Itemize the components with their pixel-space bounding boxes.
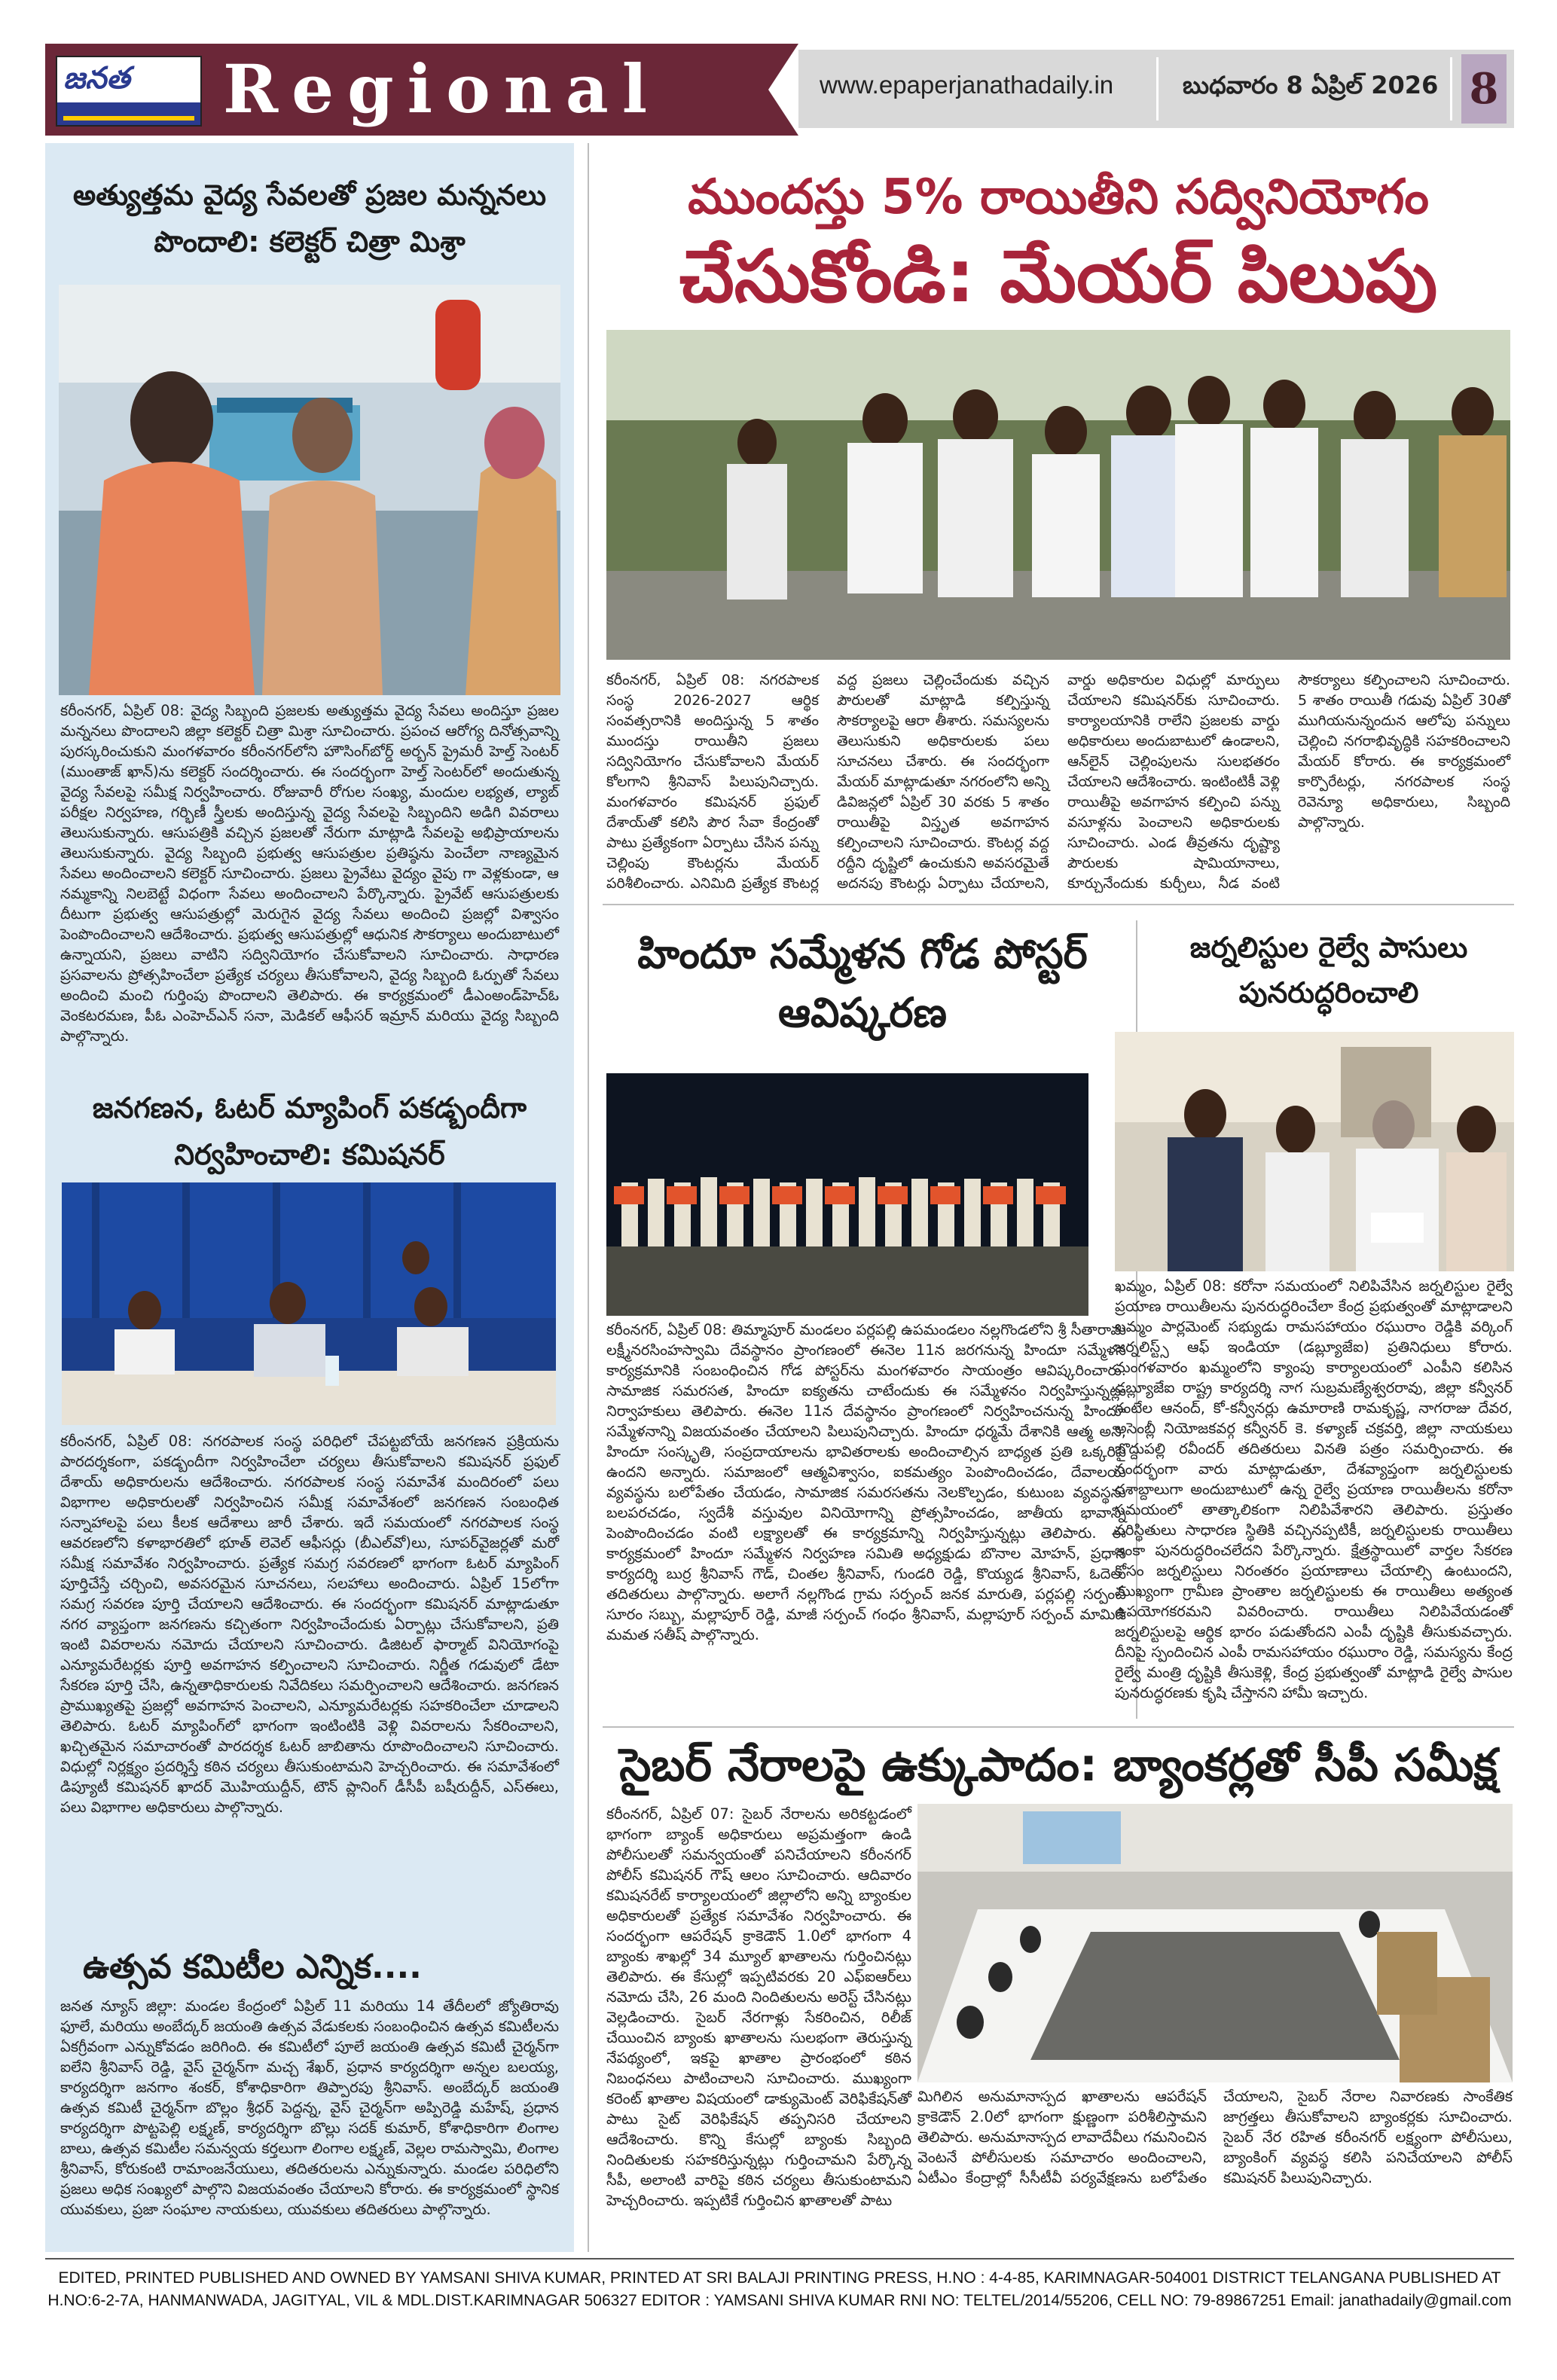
mayor-body: కరీంనగర్, ఏప్రిల్ 08: నగరపాలక సంస్థ 2026-2027 ఆర్థిక సంవత్సరానికి అందిస్తున్న 5 శాతం ముందస్తు రాయితీని ప్రజలు సద్వినియోగం చేసుకోవాలని మేయర్ కోలగాని శ్రీనివాస్ పిలుపునిచ్చారు. మంగళవారం కమిషనర్ ప్రఫుల్ దేశాయ్‌తో కలిసి పౌర సేవా కేంద్రంతో పాటు ప్రత్యేకంగా ఏర్పాటు చేసిన పన్ను చెల్లింపు కౌంటర్లను మేయర్ పరిశీలించారు. ఎనిమిది ప్రత్యేక కౌంటర్ల వద్ద ప్రజలు చెల్లించేందుకు వచ్చిన పౌరులతో మాట్లాడి కల్పిస్తున్న సౌకర్యాలపై ఆరా తీశారు. సమస్యలను తెలుసుకుని అధికారులకు పలు సూచనలు చేశారు. ఈ సందర్భంగా మేయర్ మాట్లాడుతూ నగరంలోని అన్ని డివిజన్లలో ఏప్రిల్ 30 వరకు 5 శాతం రాయితీపై విస్తృత అవగాహన కల్పించాలని సూచించారు. కౌంటర్ల వద్ద రద్దీని దృష్టిలో ఉంచుకుని అవసరమైతే అదనపు కౌంటర్లు ఏర్పాటు చేయాలని, వార్డు అధికారుల విధుల్లో మార్పులు చేయాలని కమిషనర్‌కు సూచించారు. కార్యాలయానికి రాలేని ప్రజలకు వార్డు అధికారులు అందుబాటులో ఉండాలని, ఆన్‌లైన్ చెల్లింపులను సులభతరం చేయాలని ఆదేశించారు. ఇంటింటికీ వెళ్లి రాయితీపై అవగాహన కల్పించి పన్ను వసూళ్లను పెంచాలని అధికారులకు సూచించారు. ఎండ తీవ్రతను దృష్ట్యా పౌరులకు షామియానాలు, కూర్చునేందుకు కుర్చీలు, నీడ వంటి సౌకర్యాలు కల్పించాలని సూచించారు. 5 శాతం రాయితీ గడువు ఏప్రిల్ 30తో ముగియనున్నందున ఆలోపు పన్నులు చెల్లించి నగరాభివృద్ధికి సహకరించాలని మేయర్ కోరారు. ఈ కార్యక్రమంలో కార్పొరేటర్లు, నగరపాలక సంస్థ రెవెన్యూ అధికారులు, సిబ్బంది పాల్గొన్నారు. bbox=[606, 672, 1510, 892]
collector-body: కరీంనగర్, ఏప్రిల్ 08: వైద్య సిబ్బంది ప్రజలకు అత్యుత్తమ వైద్య సేవలు అందిస్తూ ప్రజల మన్ననలు పొందాలని జిల్లా కలెక్టర్ చిత్రా మిశ్రా సూచించారు. ప్రపంచ ఆరోగ్య దినోత్సవాన్ని పురస్కరించుకుని మంగళవారం కరీంనగర్‌లోని హౌసింగ్‌బోర్డ్ అర్బన్ ప్రైమరీ హెల్త్ సెంటర్ (ముంతాజ్ ఖాన్)ను కలెక్టర్ సందర్శించారు. ఈ సందర్భంగా హెల్త్ సెంటర్‌లో అందుతున్న వైద్య సేవలపై సమీక్ష నిర్వహించారు. రోజువారీ రోగుల సంఖ్య, మందుల లభ్యత, ల్యాబ్ పరీక్షల నిర్వహణ, గర్భిణీ స్త్రీలకు అందిస్తున్న వైద్య సేవలపై సిబ్బందిని అడిగి వివరాలు తెలుసుకున్నారు. ఆసుపత్రికి వచ్చిన ప్రజలతో నేరుగా మాట్లాడి సేవలపై అభిప్రాయాలను తెలుసుకున్నారు. వైద్య సిబ్బంది ప్రభుత్వ ఆసుపత్రుల ప్రతిష్ఠను పెంచేలా నాణ్యమైన సేవలు అందించాలని కలెక్టర్ సూచించారు. ప్రజలు ప్రైవేటు వైద్యం వైపు గా వెళ్లకుండా, ఆ నమ్మకాన్ని నిలబెట్టే విధంగా సేవలు అందించాలని పేర్కొన్నారు. ప్రైవేట్ ఆసుపత్రులకు దీటుగా ప్రభుత్వ ఆసుపత్రుల్లో మెరుగైన వైద్య సేవలు అందించి ప్రజల్లో విశ్వాసం పెంపొందించాలని ఆదేశించారు. ప్రభుత్వ ఆసుపత్రుల్లో ఆధునిక సౌకర్యాలు అందుబాటులో ఉన్నాయని, ప్రజలు వాటిని సద్వినియోగం చేసుకోవాలని సూచించారు. సాధారణ ప్రసవాలను ప్రోత్సహించేలా ప్రత్యేక చర్యలు తీసుకోవాలని, వైద్య సిబ్బంది ఓర్పుతో సేవలు అందించి మంచి గుర్తింపు పొందాలని తెలిపారు. ఈ కార్యక్రమంలో డీఎంఅండ్‌హెచ్ఓ వెంకటరమణ, పీఓ ఎంహెచ్ఎన్ సనా, మెడికల్ ఆఫీసర్ ఇమ్రాన్ మరియు వైద్య సిబ్బంది పాల్గొన్నారు. bbox=[60, 702, 559, 1045]
cyber-headline: సైబర్ నేరాలపై ఉక్కుపాదం: బ్యాంకర్లతో సీపీ సమీక్ష bbox=[619, 1739, 1497, 1792]
imprint-footer bbox=[45, 2267, 1514, 2335]
hindu-headline: హిందూ సమ్మేళన గోడ పోస్టర్ ఆవిష్కరణ bbox=[637, 930, 1088, 1036]
collector-headline: అత్యుత్తమ వైద్య సేవలతో ప్రజల మన్ననలు పొందాలి: కలెక్టర్ చిత్రా మిశ్రా bbox=[72, 178, 547, 258]
festival-headline: ఉత్సవ కమిటీల ఎన్నిక.... bbox=[83, 1948, 422, 1986]
hindu-photo bbox=[606, 1073, 1088, 1316]
divider bbox=[603, 904, 1514, 905]
census-photo bbox=[62, 1182, 556, 1425]
newspaper-logo bbox=[56, 56, 202, 127]
imprint-line-1: EDITED, PRINTED PUBLISHED AND OWNED BY YAMSANI SHIVA KUMAR, PRINTED AT SRI BALAJI PRINTING PRESS, H.NO : 4-4-85, KARIMNAGAR-504001 DISTRICT TELANGANA PUBLISHED AT bbox=[58, 2269, 1501, 2287]
mayor-photo bbox=[606, 330, 1510, 660]
journalists-photo bbox=[1115, 1032, 1514, 1271]
divider bbox=[603, 1726, 1514, 1728]
masthead-info-bar bbox=[798, 50, 1514, 128]
mayor-headline-line2: చేసుకోండి: మేయర్ పిలుపు bbox=[679, 234, 1438, 319]
issue-date: బుధవారం 8 ఏప్రిల్ 2026 bbox=[1183, 71, 1439, 99]
festival-body: జనత న్యూస్ జిల్లా: మండల కేంద్రంలో ఏప్రిల్ 11 మరియు 14 తేదీలలో జ్యోతిరావు ఫూలే, మరియు అంబేద్కర్ జయంతి ఉత్సవ వేడుకలకు సంబంధించిన ఉత్సవ కమిటీలను ఏకగ్రీవంగా ఎన్నుకోవడం జరిగింది. ఈ కమిటీలో పూలే జయంతి ఉత్సవ కమిటీ చైర్మన్‌గా ఐలేని శ్రీనివాస్ రెడ్డి, వైస్ చైర్మన్‌గా మచ్చ శేఖర్, ప్రధాన కార్యదర్శిగా అన్నల బలయ్య, కార్యదర్శిగా జనగాం శంకర్, కోశాధికారిగా తిప్పారపు శ్రీనివాస్. అంబేద్కర్ జయంతి ఉత్సవ కమిటీ చైర్మన్‌గా బొల్లం శ్రీధర్ పెద్దన్న, వైస్ చైర్మన్‌గా అప్పిరెడ్డి మహేష్, ప్రధాన కార్యదర్శిగా పొట్టపెల్లి లక్ష్మణ్, కార్యదర్శిగా బొల్లు సదక్ కుమార్, కోశాధికారిగా లింగాల బాలు, ఉత్సవ కమిటీల సమన్వయ కర్తలుగా లింగాల లక్ష్మణ్, వెల్లల రామస్వామి, లింగాల శ్రీనివాస్, కోరుకంటి రామాంజనేయులు, తదితరులను ఎన్నుకున్నారు. మండల పరిధిలోని ప్రజలు అధిక సంఖ్యలో పాల్గొని విజయవంతం చేయాలని కోరారు. ఈ కార్యక్రమంలో స్థానిక యువకులు, ప్రజా సంఘాల నాయకులు, యువకులు తదితరులు పాల్గొన్నారు. bbox=[60, 1997, 559, 2218]
column-divider bbox=[588, 143, 589, 2252]
cyber-body-side: కరీంనగర్, ఏప్రిల్ 07: సైబర్ నేరాలను అరికట్టడంలో భాగంగా బ్యాంక్ అధికారులు అప్రమత్తంగా ఉండి పోలీసులతో సమన్వయంతో పనిచేయాలని కరీంనగర్ పోలీస్ కమిషనర్ గౌష్ ఆలం సూచించారు. ఆదివారం కమిషనరేట్ కార్యాలయంలో జిల్లాలోని అన్ని బ్యాంకుల అధికారులతో ప్రత్యేక సమావేశం నిర్వహించారు. ఈ సందర్భంగా ఆపరేషన్ క్రాకెడౌన్ 1.0లో భాగంగా 4 బ్యాంకు శాఖల్లో 34 మ్యూల్ ఖాతాలను గుర్తించినట్లు తెలిపారు. ఈ కేసుల్లో ఇప్పటివరకు 20 ఎఫ్ఐఆర్‌లు నమోదు చేసి, 26 మంది నిందితులను అరెస్ట్ చేసినట్లు వెల్లడించారు. సైబర్ నేరగాళ్లు సేకరించిన, రిలీజ్ చేయించిన బ్యాంకు ఖాతాలను సులభంగా తెరుస్తున్న నేపథ్యంలో, ఇకపై ఖాతాల ప్రారంభంలో కఠిన నిబంధనలు పాటించాలని సూచించారు. ముఖ్యంగా కరెంట్ ఖాతాల విషయంలో డాక్యుమెంట్ వెరిఫికేషన్‌తో పాటు సైట్ వెరిఫికేషన్ తప్పనిసరి చేయాలని ఆదేశించారు. కొన్ని కేసుల్లో బ్యాంకు సిబ్బంది నిందితులకు సహకరిస్తున్నట్లు గుర్తించామని పేర్కొన్న సీపీ, అలాంటి వారిపై కఠిన చర్యలు తీసుకుంటామని హెచ్చరించారు. ఇప్పటికే గుర్తించిన ఖాతాలతో పాటు bbox=[606, 1805, 911, 2209]
journalists-body: ఖమ్మం, ఏప్రిల్ 08: కరోనా సమయంలో నిలిపివేసిన జర్నలిస్టుల రైల్వే ప్రయాణ రాయితీలను పునరుద్ధరించేలా కేంద్ర ప్రభుత్వంతో మాట్లాడాలని ఖమ్మం పార్లమెంట్ సభ్యుడు రామసహాయం రఘురాం రెడ్డికి వర్కింగ్ జర్నలిస్ట్స్ ఆఫ్ ఇండియా (డబ్ల్యూజేఐ) ప్రతినిధులు కోరారు. మంగళవారం ఖమ్మంలోని క్యాంపు కార్యాలయంలో ఎంపీని కలిసిన డబ్ల్యూజేఐ రాష్ట్ర కార్యదర్శి నాగ సుబ్రమణ్యేశ్వరరావు, జిల్లా కన్వీనర్ గంటేల ఆనంద్, కో-కన్వీనర్లు ఉమారాణి రామకృష్ణ, నాగరాజు దేవర, అసెంబ్లీ నియోజకవర్గ కన్వీనర్ కె. కళ్యాణ్ చక్రవర్తి, జిల్లా నాయకులు బొద్దుపల్లి రవీందర్ తదితరులు వినతి పత్రం సమర్పించారు. ఈ సందర్భంగా వారు మాట్లాడుతూ, దేశవ్యాప్తంగా జర్నలిస్టులకు దశాబ్దాలుగా అందుబాటులో ఉన్న రైల్వే ప్రయాణ రాయితీలను కరోనా సమయంలో తాత్కాలికంగా నిలిపివేశారని తెలిపారు. ప్రస్తుతం పరిస్థితులు సాధారణ స్థితికి వచ్చినప్పటికీ, జర్నలిస్టులకు రాయితీలు ఇంకా పునరుద్ధరించలేదని పేర్కొన్నారు. క్షేత్రస్థాయిలో వార్తల సేకరణ కోసం జర్నలిస్టులు నిరంతరం ప్రయాణాలు చేయాల్సి ఉంటుందని, ముఖ్యంగా గ్రామీణ ప్రాంతాల జర్నలిస్టులకు ఈ రాయితీలు అత్యంత ఉపయోగకరమని వివరించారు. రాయితీలు నిలిపివేయడంతో జర్నలిస్టులపై ఆర్థిక భారం పడుతోందని ఎంపీ దృష్టికి తీసుకువచ్చారు. దీనిపై స్పందించిన ఎంపీ రామసహాయం రఘురాం రెడ్డి, సమస్యను కేంద్ర రైల్వే మంత్రి దృష్టికి తీసుకెళ్లి, కేంద్ర ప్రభుత్వంతో మాట్లాడి రైల్వే పాసుల పునరుద్ధరణకు కృషి చేస్తానని హామీ ఇచ్చారు. bbox=[1115, 1277, 1513, 1701]
mayor-headline-line1: ముందస్తు 5% రాయితీని సద్వినియోగం bbox=[688, 169, 1429, 225]
census-body: కరీంనగర్, ఏప్రిల్ 08: నగరపాలక సంస్థ పరిధిలో చేపట్టబోయే జనగణన ప్రక్రియను పారదర్శకంగా, పకడ్బందీగా నిర్వహించేలా చర్యలు తీసుకోవాలని కమిషనర్ ప్రఫుల్ దేశాయ్ అధికారులను ఆదేశించారు. నగరపాలక సంస్థ సమావేశ మందిరంలో పలు విభాగాల అధికారులతో నిర్వహించిన సమీక్ష సమావేశంలో జనగణన సంబంధిత సన్నాహాలపై పలు కీలక ఆదేశాలు జారీ చేశారు. ఇదే సమయంలో నగరపాలక సంస్థ ఆవరణలోని కళాభారతిలో భూత్ లెవెల్ ఆఫీసర్లు (బీఎల్‌వో)లు, సూపర్‌వైజర్లతో మరో సమీక్ష సమావేశం నిర్వహించారు. ప్రత్యేక సమగ్ర సవరణలో భాగంగా ఓటర్ మ్యాపింగ్ పూర్తిచేస్తే చర్చించి, అవసరమైన సూచనలు, సలహాలు అందించారు. ఏప్రిల్ 15లోగా సమగ్ర సవరణ పూర్తి చేయాలని ఆదేశించారు. ఈ సందర్భంగా కమిషనర్ మాట్లాడుతూ నగర వ్యాప్తంగా జనగణను కచ్చితంగా నిర్వహించేందుకు ఏర్పాట్లు చేసుకోవాలని, ప్రతి ఇంటి వివరాలను నమోదు చేయాలని సూచించారు. డిజిటల్ ఫార్మాట్ వినియోగంపై ఎన్యూమరేటర్లకు పూర్తి అవగాహన కల్పించాలని సూచించారు. నిర్ణీత గడువులో డేటా సేకరణ పూర్తి చేసి, ఉన్నతాధికారులకు నివేదికలు సమర్పించాలని ఆదేశించారు. జనగణన ప్రాముఖ్యతపై ప్రజల్లో అవగాహన పెంచాలని, ఎన్యూమరేటర్లకు సహకరించేలా చూడాలని తెలిపారు. ఓటర్ మ్యాపింగ్‌లో భాగంగా ఇంటింటికి వెళ్లి వివరాలను సేకరించాలని, ఖచ్చితమైన సమాచారంతో పారదర్శక ఓటర్ జాబితాను రూపొందించాలని సూచించారు. విధుల్లో నిర్లక్ష్యం ప్రదర్శిస్తే కఠిన చర్యలు తీసుకుంటామని హెచ్చరించారు. ఈ సమావేశంలో డిప్యూటీ కమిషనర్ ఖాదర్ మొహియుద్దీన్, టౌన్ ప్లానింగ్ డీసీపీ బషీరుద్దీన్, ఎస్ఈలు, పలు విభాగాల అధికారులు పాల్గొన్నారు. bbox=[60, 1433, 559, 1816]
hindu-body: కరీంనగర్, ఏప్రిల్ 08: తిమ్మాపూర్ మండలం పర్లపల్లి ఉపమండలం నల్లగొండలోని శ్రీ సీతారామ లక్ష్మీనరసింహస్వామి దేవస్థానం ప్రాంగణంలో ఈనెల 11న జరగనున్న హిందూ సమ్మేళన కార్యక్రమానికి సంబంధించిన గోడ పోస్టర్‌ను మంగళవారం సాయంత్రం ఆవిష్కరించారు. సామాజిక సమరసత, హిందూ ఐక్యతను చాటేందుకు ఈ సమ్మేళనం నిర్వహిస్తున్నట్లు నిర్వాహకులు తెలిపారు. ఈనెల 11న దేవస్థానం ప్రాంగణంలో నిర్వహించనున్న హిందూ సమ్మేళనాన్ని విజయవంతం చేయాలని పిలుపునిచ్చారు. హిందూ ధర్మమే దేశానికి ఆత్మ అని, హిందూ సంస్కృతి, సంప్రదాయాలను భావితరాలకు అందించాల్సిన బాధ్యత ప్రతి ఒక్కరిపై ఉందని అన్నారు. సమాజంలో ఆత్మవిశ్వాసం, ఐకమత్యం పెంపొందించడం, దేవాలయ వ్యవస్థను బలోపేతం చేయడం, సామాజిక సమరసతను నెలకొల్పడం, కుటుంబ వ్యవస్థను బలపరచడం, స్వదేశీ వస్తువుల వినియోగాన్ని ప్రోత్సహించడం, జాతీయ భావాన్ని పెంపొందించడం వంటి లక్ష్యాలతో ఈ కార్యక్రమాన్ని నిర్వహిస్తున్నట్లు తెలిపారు. ఈ కార్యక్రమంలో హిందూ సమ్మేళన నిర్వహణ సమితి అధ్యక్షుడు బొనాల మోహన్, ప్రధాన కార్యదర్శి బుర్ర శ్రీనివాస్ గౌడ్, చింతల శ్రీనివాస్, గుండరి రెడ్డి, కొయ్యడ శ్రీనివాస్, ఓదెలు తదితరులు పాల్గొన్నారు. అలాగే నల్లగొండ గ్రామ సర్పంచ్ జనక మారుతి, పర్లపల్లి సర్పంచ్ సూరం సబ్బు, మల్లాపూర్ రెడ్డి, మాజీ సర్పంచ్ గంధం శ్రీనివాస్, మల్లాపూర్ సర్పంచ్ మామిడి మమత సతీష్ పాల్గొన్నారు. bbox=[606, 1321, 1126, 1643]
census-headline: జనగణన, ఓటర్ మ్యాపింగ్ పకడ్బందీగా నిర్వహించాలి: కమిషనర్ bbox=[92, 1091, 527, 1171]
journalists-headline: జర్నలిస్టుల రైల్వే పాసులు పునరుద్ధరించాలి bbox=[1189, 931, 1468, 1009]
footer-rule bbox=[45, 2258, 1514, 2259]
website-url[interactable]: www.epaperjanathadaily.in bbox=[820, 71, 1114, 99]
collector-photo bbox=[59, 285, 560, 695]
logo-text: జనత bbox=[63, 60, 130, 96]
section-title: Regional bbox=[223, 50, 661, 128]
page-number: 8 bbox=[1461, 54, 1507, 124]
masthead-band bbox=[45, 44, 768, 136]
cyber-body-bottom: మిగిలిన అనుమానాస్పద ఖాతాలను ఆపరేషన్ క్రాకెడౌన్ 2.0లో భాగంగా క్షుణ్ణంగా పరిశీలిస్తామని తెలిపారు. అనుమానాస్పద లావాదేవీలు గమనించిన వెంటనే పోలీసులకు సమాచారం అందించాలని, ఏటీఎం కేంద్రాల్లో సీసీటీవీ పర్యవేక్షణను బలోపేతం చేయాలని, సైబర్ నేరాల నివారణకు సాంకేతిక జాగ్రత్తలు తీసుకోవాలని బ్యాంకర్లకు సూచించారు. సైబర్ నేర రహిత కరీంనగర్ లక్ష్యంగా పోలీసులు, బ్యాంకింగ్ వ్యవస్థ కలిసి పనిచేయాలని పోలీస్ కమిషనర్ పిలుపునిచ్చారు. bbox=[917, 2088, 1513, 2186]
masthead bbox=[45, 44, 1514, 136]
cyber-photo bbox=[917, 1804, 1513, 2082]
imprint-line-2: H.NO:6-2-7A, HANMANWADA, JAGITYAL, VIL & MDL.DIST.KARIMNAGAR 506327 EDITOR : YAMSANI SHIVA KUMAR RNI NO: TELTEL/2014/55206, CELL NO: 79-89867251 Email: janathadaily@gmail.com bbox=[47, 2292, 1512, 2309]
